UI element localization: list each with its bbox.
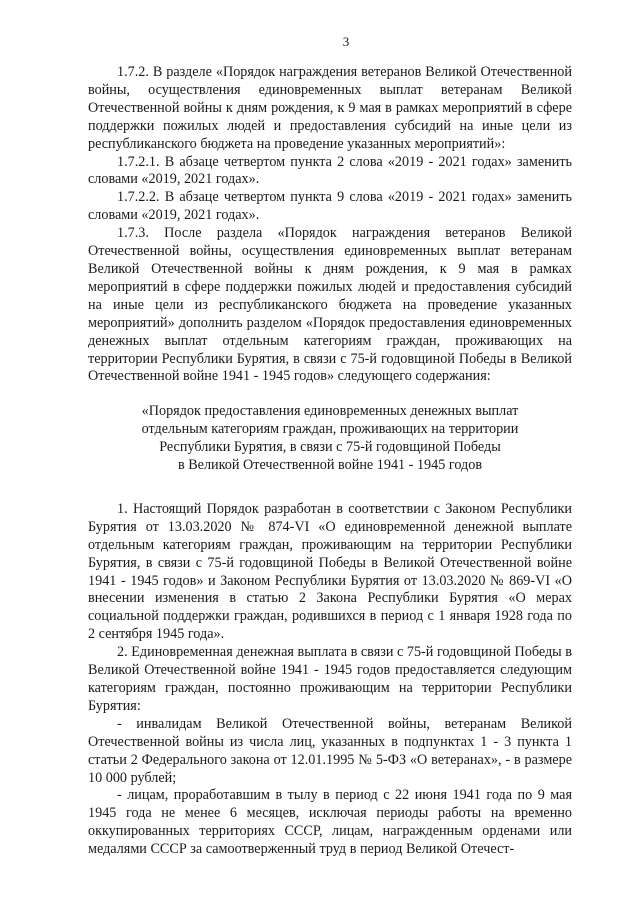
paragraph-1-7-3: 1.7.3. После раздела «Порядок награждения ветеранов Великой Отечественной войны, осуществления единовременных выплат ветеранам Великой Отечественной войны к дням рождения, к 9 мая в рамках мероприятий в сфере поддержки пожилых людей и предоставления субсидий на иные цели из республиканского бюджета на проведение указанных мероприятий» дополнить разделом «Порядок предоставления единовременных денежных выплат отдельным категориям граждан, проживающих на территории Республики Бурятия, в связи с 75-й годовщиной Победы в Великой Отечественной войне 1941 - 1945 годов» следующего содержания: bbox=[88, 225, 572, 385]
section-heading-line: отдельным категориям граждан, проживающих на территории bbox=[141, 421, 519, 438]
page-number: 3 bbox=[342, 34, 350, 49]
paragraph-list-item-invalids: - инвалидам Великой Отечественной войны, ветеранам Великой Отечественной войны из числа лиц, указанных в подпунктах 1 - 3 пункта 1 статьи 2 Федерального закона от 12.01.1995 № 5-ФЗ «О ветеранах», - в размере 10 000 рублей; bbox=[88, 715, 572, 786]
paragraph-point-1: 1. Настоящий Порядок разработан в соответствии с Законом Республики Бурятия от 13.03.2020 № 874-VI «О единовременной денежной выплате отдельным категориям граждан, проживающим на территории Республики Бурятия, в связи с 75-й годовщиной Победы в Великой Отечественной войне 1941 - 1945 годов» и Законом Республики Бурятия от 13.03.2020 № 869-VI «О внесении изменения в статью 2 Закона Республики Бурятия «О мерах социальной поддержки граждан, родившихся в период с 1 января 1928 года по 2 сентября 1945 года». bbox=[88, 500, 572, 643]
section-heading bbox=[88, 403, 572, 475]
section-heading-line: «Порядок предоставления единовременных денежных выплат bbox=[141, 403, 519, 420]
paragraph-1-7-2-1: 1.7.2.1. В абзаце четвертом пункта 2 слова «2019 - 2021 годах» заменить словами «2019, 2021 годах». bbox=[88, 153, 572, 188]
document-page bbox=[88, 34, 572, 859]
paragraph-list-item-home-front: - лицам, проработавшим в тылу в период с 22 июня 1941 года по 9 мая 1945 года не менее 6 месяцев, исключая периоды работы на временно оккупированных территориях СССР, лицам, награжденным орденами или медалями СССР за самоотверженный труд в период Великой Отечест- bbox=[88, 787, 572, 858]
section-heading-line: в Великой Отечественной войне 1941 - 1945 годов bbox=[177, 457, 483, 474]
paragraph-1-7-2-2: 1.7.2.2. В абзаце четвертом пункта 9 слова «2019 - 2021 годах» заменить словами «2019, 2021 годах». bbox=[88, 189, 572, 224]
paragraph-1-7-2: 1.7.2. В разделе «Порядок награждения ветеранов Великой Отечественной войны, осуществления единовременных выплат ветеранам Великой Отечественной войны к дням рождения, к 9 мая в рамках мероприятий в сфере поддержки пожилых людей и предоставления субсидий на иные цели из республиканского бюджета на проведение указанных мероприятий»: bbox=[88, 64, 572, 152]
section-heading-line: Республики Бурятия, в связи с 75-й годовщиной Победы bbox=[159, 439, 501, 456]
paragraph-point-2: 2. Единовременная денежная выплата в связи с 75-й годовщиной Победы в Великой Отечественной войне 1941 - 1945 годов предоставляется следующим категориям граждан, постоянно проживающим на территории Республики Бурятия: bbox=[88, 644, 572, 714]
